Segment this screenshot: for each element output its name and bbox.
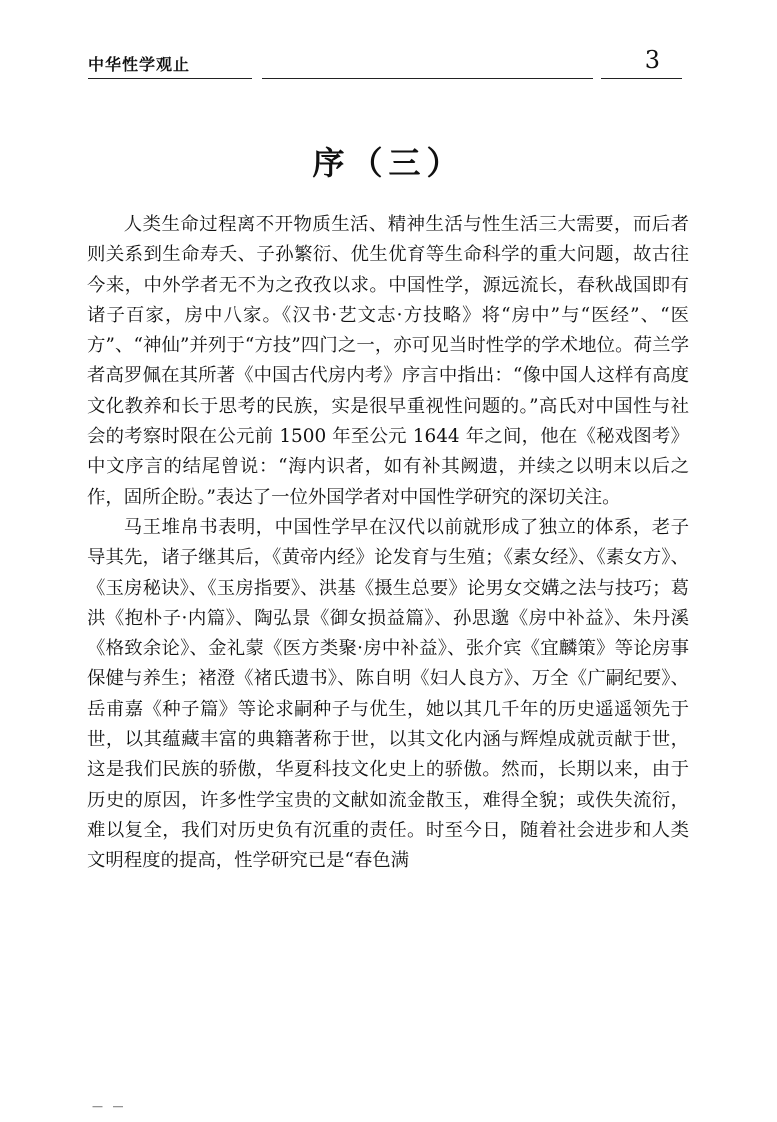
paragraph: 马王堆帛书表明，中国性学早在汉代以前就形成了独立的体系，老子导其先，诸子继其后，《黄帝内经》论发育与生殖；《素女经》、《素女方》、《玉房秘诀》、《玉房指要》、洪基《摄生总要》论男女交媾之法与技巧；葛洪《抱朴子·内篇》、陶弘景《御女损益篇》、孙思邈《房中补益》、朱丹溪《格致余论》、金礼蒙《医方类聚·房中补益》、张介宾《宜麟策》等论房事保健与养生；褚澄《褚氏遗书》、陈自明《妇人良方》、万全《广嗣纪要》、岳甫嘉《种子篇》等论求嗣种子与优生，她以其几千年的历史遥遥领先于世，以其蕴藏丰富的典籍著称于世，以其文化内涵与辉煌成就贡献于世，这是我们民族的骄傲，华夏科技文化史上的骄傲。然而，长期以来，由于历史的原因，许多性学宝贵的文献如流金散玉，难得全貌；或佚失流衍，难以复全，我们对历史负有沉重的责任。时至今日，随着社会进步和人类文明程度的提高，性学研究已是“春色满 (87, 516, 689, 872)
body-text (87, 210, 689, 877)
header-rule-gap (252, 76, 262, 81)
paragraph: 人类生命过程离不开物质生活、精神生活与性生活三大需要，而后者则关系到生命寿夭、子孙繁衍、优生优育等生命科学的重大问题，故古往今来，中外学者无不为之孜孜以求。中国性学，源远流长，春秋战国即有诸子百家，房中八家。《汉书·艺文志·方技略》将“房中”与“医经”、“医方”、“神仙”并列于“方技”四门之一，亦可见当时性学的学术地位。荷兰学者高罗佩在其所著《中国古代房内考》序言中指出：“像中国人这样有高度文化教养和长于思考的民族，实是很早重视性问题的。”高氏对中国性与社会的考察时限在公元前 1500 年至公元 1644 年之间，他在《秘戏图考》中文序言的结尾曾说：“海内识者，如有补其阙遗，并续之以明末以后之作，固所企盼。”表达了一位外国学者对中国性学研究的深切关注。 (87, 214, 689, 508)
page-title: 序（三） (312, 144, 465, 182)
page-number: 3 (644, 46, 660, 74)
running-title: 中华性学观止 (88, 55, 191, 74)
header-rule-gap (593, 76, 601, 81)
running-header (88, 46, 682, 80)
footer-mark: — — (92, 1100, 127, 1113)
